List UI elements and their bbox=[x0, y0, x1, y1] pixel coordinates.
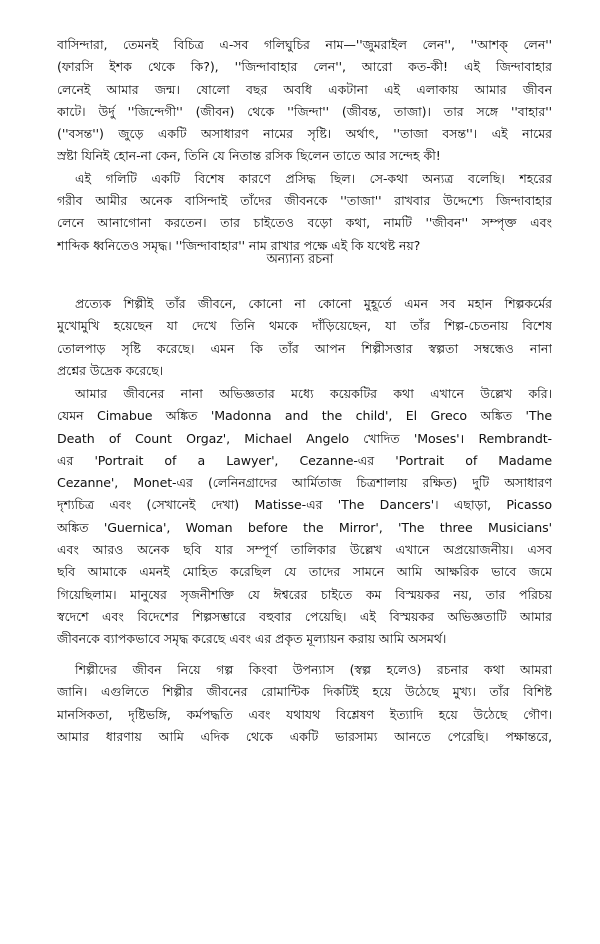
text-line: যেমন Cimabue অঙ্কিত 'Madonna and the child', El Greco অঙ্কিত 'The bbox=[57, 408, 552, 424]
text-line: (''বসন্ত'') জুড়ে একটি অসাধারণ নামের সৃষ্টি। অর্থাৎ, ''তাজা বসন্ত''। এই নামের bbox=[57, 126, 552, 142]
text-line: এবং আরও অনেক ছবি যার সম্পূর্ণ তালিকার উল্লেখ এখানে অপ্রয়োজনীয়। এসব bbox=[57, 542, 552, 558]
text-line: (ফারসি ইশক থেকে কি?), ''জিন্দাবাহার লেন'', আরো কত-কী! এই জিন্দাবাহার bbox=[57, 59, 552, 75]
text-line: গরীব আমীর অনেক বাসিন্দাই তাঁদের জীবনকে ''তাজা'' রাখবার উদ্দেশ্যে জিন্দাবাহার bbox=[57, 193, 552, 209]
text-line: জীবনকে ব্যাপকভাবে সমৃদ্ধ করেছে এবং এর প্রকৃত মূল্যায়ন করায় আমি অসমর্থ। bbox=[57, 631, 447, 647]
text-line: লেনেই আমার জন্ম। ষোলো বছর অবধি একটানা এই এলাকায় আমার জীবন bbox=[57, 81, 552, 97]
text-line: প্রত্যেক শিল্পীই তাঁর জীবনে, কোনো না কোনো মুহূর্তে এমন সব মহান শিল্পকর্মের bbox=[75, 296, 552, 311]
text-line: বাসিন্দারা, তেমনই বিচিত্র এ-সব গলিঘুচির নাম—''জুমরাইল লেন'', ''আশক্ লেন'' bbox=[57, 37, 552, 52]
paragraph-artist-biographies bbox=[57, 659, 552, 748]
text-line: Cezanne', Monet-এর (লেনিনগ্রাদের আর্মিতাজ চিত্রশালায় রক্ষিত) দুটি অসাধারণ bbox=[57, 475, 552, 491]
text-line: লেনে আনাগোনা করতেন। তার চাইতেও বড়ো কথা, নামটি ''জীবন'' সম্পৃক্ত এবং bbox=[57, 215, 552, 231]
text-line: শাব্দিক ধ্বনিতেও সমৃদ্ধ। ''জিন্দাবাহার'' নাম রাখার পক্ষে এই কি যথেষ্ট নয়? bbox=[57, 237, 421, 253]
text-line: জানি। এগুলিতে শিল্পীর জীবনের রোমান্টিক দিকটিই হয়ে উঠেছে মুখ্য। তাঁর বিশিষ্ট bbox=[57, 684, 552, 700]
text-line: দৃশ্যচিত্র এবং (সেখানেই দেখা) Matisse-এর 'The Dancers'। এছাড়া, Picasso bbox=[57, 497, 552, 513]
text-line: ছবি আমাকে এমনই মোহিত করেছিল যে তাদের সামনে আমি আক্ষরিক ভাবে জমে bbox=[57, 564, 552, 580]
text-line: প্রশ্নের উদ্রেক করেছে। bbox=[57, 362, 164, 378]
paragraph-zindabahar-name bbox=[57, 34, 552, 257]
paragraph-artworks-list bbox=[57, 383, 552, 651]
text-line: কাটে। উর্দু ''জিন্দেগী'' (জীবন) থেকে ''জিন্দা'' (জীবন্ত, তাজা)। তার সঙ্গে ''বাহার'' bbox=[57, 103, 552, 119]
text-line: এই গলিটি একটি বিশেষ কারণে প্রসিদ্ধ ছিল। সে-কথা অন্যত্র বলেছি। শহরের bbox=[75, 170, 552, 186]
text-line: স্রষ্টা যিনিই হোন-না কেন, তিনি যে নিতান্ত রসিক ছিলেন তাতে আর সন্দেহ কী! bbox=[57, 148, 441, 164]
section-heading: অন্যান্য রচনা bbox=[266, 252, 334, 267]
text-line: গিয়েছিলাম। মানুষের সৃজনীশক্তি যে ঈশ্বরের চাইতে কম বিস্ময়কর নয়, তার পরিচয় bbox=[57, 586, 552, 602]
text-line: আমার জীবনের নানা অভিজ্ঞতার মধ্যে কয়েকটির কথা এখানে উল্লেখ করি। bbox=[75, 386, 552, 401]
text-line: মুখোমুখি হয়েছেন যা দেখে তিনি থমকে দাঁড়িয়েছেন, যা তাঁর শিল্প-চেতনায় বিশেষ bbox=[57, 318, 552, 334]
text-line: শিল্পীদের জীবন নিয়ে গল্প কিংবা উপন্যাস (স্বল্প হলেও) রচনার কথা আমরা bbox=[75, 662, 552, 677]
text-line: অঙ্কিত 'Guernica', Woman before the Mirror', 'The three Musicians' bbox=[57, 519, 552, 535]
text-line: তোলপাড় সৃষ্টি করেছে। এমন কি তাঁর আপন শিল্পীসত্তার স্বল্পতা সম্বন্ধেও নানা bbox=[57, 340, 552, 356]
text-line: মানসিকতা, দৃষ্টিভঙ্গি, কর্মপদ্ধতি এবং যথাযথ বিশ্লেষণ ইত্যাদি হয়ে উঠেছে গৌণ। bbox=[57, 706, 552, 722]
paragraph-artists-encounters bbox=[57, 293, 552, 382]
text-line: Death of Count Orgaz', Michael Angelo খোদিত 'Moses'। Rembrandt- bbox=[57, 430, 552, 446]
text-line: স্বদেশে এবং বিদেশের শিল্পসম্ভারে বহুবার পেয়েছি। এই বিস্ময়কর অভিজ্ঞতাটি আমার bbox=[57, 608, 552, 624]
text-line: এর 'Portrait of a Lawyer', Cezanne-এর 'Portrait of Madame bbox=[57, 452, 552, 468]
text-line: আমার ধারণায় আমি এদিক থেকে একটি ভারসাম্য আনতে পেরেছি। পক্ষান্তরে, bbox=[57, 728, 552, 744]
